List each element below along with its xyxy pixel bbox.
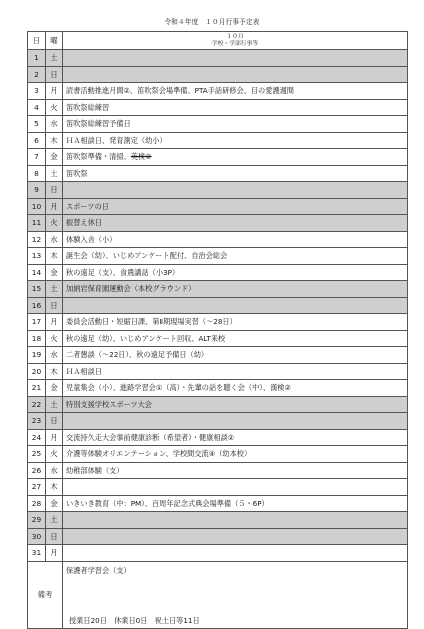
row-events — [63, 446, 408, 463]
row-events — [63, 380, 408, 397]
schedule-row — [28, 165, 408, 182]
row-day: 29 — [28, 512, 46, 529]
notes-cell — [63, 561, 408, 628]
row-day: 18 — [28, 330, 46, 347]
schedule-row — [28, 83, 408, 100]
row-events-text: 加納岩保育園運動会（本校グラウンド） — [66, 284, 196, 294]
schedule-row — [28, 495, 408, 512]
row-events-text: 二者懇談（～22日）、秋の遠足予備日（幼） — [66, 350, 209, 360]
row-weekday: 火 — [46, 446, 63, 463]
row-events-text: 委員会活動日・短縮日課、第Ⅱ期現場実習（～28日） — [66, 317, 237, 327]
row-events — [63, 495, 408, 512]
row-events — [63, 363, 408, 380]
row-events — [63, 330, 408, 347]
schedule-row — [28, 50, 408, 67]
row-day: 20 — [28, 363, 46, 380]
row-day: 8 — [28, 165, 46, 182]
header-month — [63, 32, 408, 50]
notes-row — [28, 561, 408, 628]
row-events-text: 秋の遠足（支）、食農講話（小3P） — [66, 267, 180, 277]
row-events-text: 笛吹祭準備・清掃、 — [66, 152, 131, 162]
row-events — [63, 248, 408, 265]
row-events-text: 読書活動推進月間②、笛吹祭会場準備、PTA手話研修会、目の愛護週間 — [66, 86, 294, 96]
row-events — [63, 116, 408, 133]
row-events — [63, 396, 408, 413]
row-events-text: ＨＡ相談日 — [66, 366, 102, 376]
row-events — [63, 83, 408, 100]
schedule-row — [28, 215, 408, 232]
notes-summary: 授業日20日 休業日0日 祝土日等11日 — [69, 615, 200, 625]
row-day: 4 — [28, 99, 46, 116]
row-weekday: 月 — [46, 83, 63, 100]
schedule-row — [28, 182, 408, 199]
row-day: 7 — [28, 149, 46, 166]
row-weekday: 水 — [46, 347, 63, 364]
row-weekday: 土 — [46, 512, 63, 529]
row-events-text: ＨＡ相談日、発育測定（幼小） — [66, 135, 167, 145]
row-day: 2 — [28, 66, 46, 83]
row-day: 22 — [28, 396, 46, 413]
schedule-row — [28, 248, 408, 265]
row-weekday: 火 — [46, 215, 63, 232]
row-events-text: 秋の遠足（幼）、いじめアンケート回収、ALT来校 — [66, 333, 226, 343]
row-weekday: 月 — [46, 314, 63, 331]
row-weekday: 土 — [46, 281, 63, 298]
row-events — [63, 231, 408, 248]
row-events — [63, 132, 408, 149]
row-events — [63, 528, 408, 545]
row-day: 28 — [28, 495, 46, 512]
schedule-row — [28, 314, 408, 331]
row-weekday: 日 — [46, 413, 63, 430]
row-events — [63, 462, 408, 479]
row-events — [63, 545, 408, 562]
schedule-row — [28, 231, 408, 248]
row-day: 31 — [28, 545, 46, 562]
row-day: 21 — [28, 380, 46, 397]
row-events-text: 体験入舎（小） — [66, 234, 117, 244]
row-weekday: 日 — [46, 528, 63, 545]
row-weekday: 日 — [46, 297, 63, 314]
row-events-struck: 英検② — [130, 152, 152, 162]
schedule-table — [27, 31, 408, 629]
row-events — [63, 314, 408, 331]
row-weekday: 水 — [46, 462, 63, 479]
row-day: 9 — [28, 182, 46, 199]
row-weekday: 水 — [46, 116, 63, 133]
row-events-text: 交流持久走大会事前健康診断（希望者）・健康相談② — [66, 432, 235, 442]
schedule-row — [28, 66, 408, 83]
schedule-row — [28, 198, 408, 215]
row-weekday: 木 — [46, 132, 63, 149]
row-events-text: 振替え休日 — [66, 218, 102, 228]
row-day: 16 — [28, 297, 46, 314]
schedule-row — [28, 99, 408, 116]
row-weekday: 木 — [46, 479, 63, 496]
row-weekday: 土 — [46, 396, 63, 413]
row-weekday: 金 — [46, 149, 63, 166]
row-weekday: 土 — [46, 50, 63, 67]
row-weekday: 火 — [46, 99, 63, 116]
row-day: 1 — [28, 50, 46, 67]
row-weekday: 月 — [46, 429, 63, 446]
header-month-label: １０月 — [226, 33, 244, 40]
row-events — [63, 413, 408, 430]
notes-text: 保護者学習会（支） — [66, 565, 131, 575]
row-day: 5 — [28, 116, 46, 133]
row-weekday: 金 — [46, 264, 63, 281]
row-events — [63, 165, 408, 182]
schedule-row — [28, 429, 408, 446]
row-events — [63, 149, 408, 166]
schedule-row — [28, 462, 408, 479]
row-events — [63, 66, 408, 83]
row-day: 24 — [28, 429, 46, 446]
schedule-row — [28, 380, 408, 397]
row-day: 12 — [28, 231, 46, 248]
row-events — [63, 429, 408, 446]
row-events-text: 笛吹祭 — [66, 168, 88, 178]
schedule-row — [28, 264, 408, 281]
row-events-text: 特別支援学校スポーツ大会 — [66, 399, 152, 409]
row-events-text: 笛吹祭総練習予備日 — [66, 119, 131, 129]
schedule-row — [28, 396, 408, 413]
schedule-row — [28, 132, 408, 149]
row-day: 14 — [28, 264, 46, 281]
row-day: 10 — [28, 198, 46, 215]
row-day: 13 — [28, 248, 46, 265]
row-day: 6 — [28, 132, 46, 149]
row-day: 26 — [28, 462, 46, 479]
row-events — [63, 50, 408, 67]
row-weekday: 水 — [46, 231, 63, 248]
row-weekday: 月 — [46, 198, 63, 215]
row-day: 27 — [28, 479, 46, 496]
row-day: 23 — [28, 413, 46, 430]
row-events — [63, 347, 408, 364]
header-row — [28, 32, 408, 50]
page-title: 令和４年度 １０月行事予定表 — [164, 18, 260, 26]
header-weekday: 曜 — [46, 32, 63, 50]
row-day: 3 — [28, 83, 46, 100]
schedule-row — [28, 330, 408, 347]
row-day: 11 — [28, 215, 46, 232]
schedule-row — [28, 363, 408, 380]
row-day: 19 — [28, 347, 46, 364]
row-events-text: スポーツの日 — [66, 201, 109, 211]
row-events — [63, 99, 408, 116]
row-events-text: 児童集会（小）、進路学習会①（高）・先輩の話を聴く会（中）、漢検② — [66, 383, 291, 393]
row-events-text: いきいき教育（中：PM）、百周年記念式典会場準備（５・6P） — [66, 498, 269, 508]
schedule-row — [28, 297, 408, 314]
row-events — [63, 297, 408, 314]
schedule-row — [28, 281, 408, 298]
row-events — [63, 215, 408, 232]
row-events — [63, 512, 408, 529]
row-weekday: 月 — [46, 545, 63, 562]
notes-label: 備考 — [28, 561, 63, 628]
row-weekday: 金 — [46, 380, 63, 397]
row-events-text: 誕生会（幼）、いじめアンケート配付、自治会総会 — [66, 251, 228, 261]
row-events — [63, 281, 408, 298]
row-events-text: 笛吹祭総練習 — [66, 102, 110, 112]
row-weekday: 金 — [46, 495, 63, 512]
header-subheader: 学校・学部行事等 — [211, 40, 259, 47]
schedule-row — [28, 479, 408, 496]
row-day: 30 — [28, 528, 46, 545]
schedule-row — [28, 512, 408, 529]
row-events — [63, 479, 408, 496]
schedule-row — [28, 413, 408, 430]
schedule-row — [28, 528, 408, 545]
row-weekday: 日 — [46, 182, 63, 199]
row-events — [63, 264, 408, 281]
row-weekday: 日 — [46, 66, 63, 83]
schedule-row — [28, 347, 408, 364]
row-weekday: 木 — [46, 248, 63, 265]
schedule-row — [28, 545, 408, 562]
schedule-row — [28, 149, 408, 166]
schedule-row — [28, 446, 408, 463]
header-day: 日 — [28, 32, 46, 50]
row-events-text: 介護等体験オリエンテーション、学校間交流④（幼本校） — [66, 449, 252, 459]
schedule-row — [28, 116, 408, 133]
row-weekday: 火 — [46, 330, 63, 347]
row-day: 25 — [28, 446, 46, 463]
row-weekday: 土 — [46, 165, 63, 182]
row-weekday: 木 — [46, 363, 63, 380]
row-day: 17 — [28, 314, 46, 331]
row-day: 15 — [28, 281, 46, 298]
row-events-text: 幼稚部体験（支） — [66, 465, 124, 475]
row-events — [63, 182, 408, 199]
row-events — [63, 198, 408, 215]
